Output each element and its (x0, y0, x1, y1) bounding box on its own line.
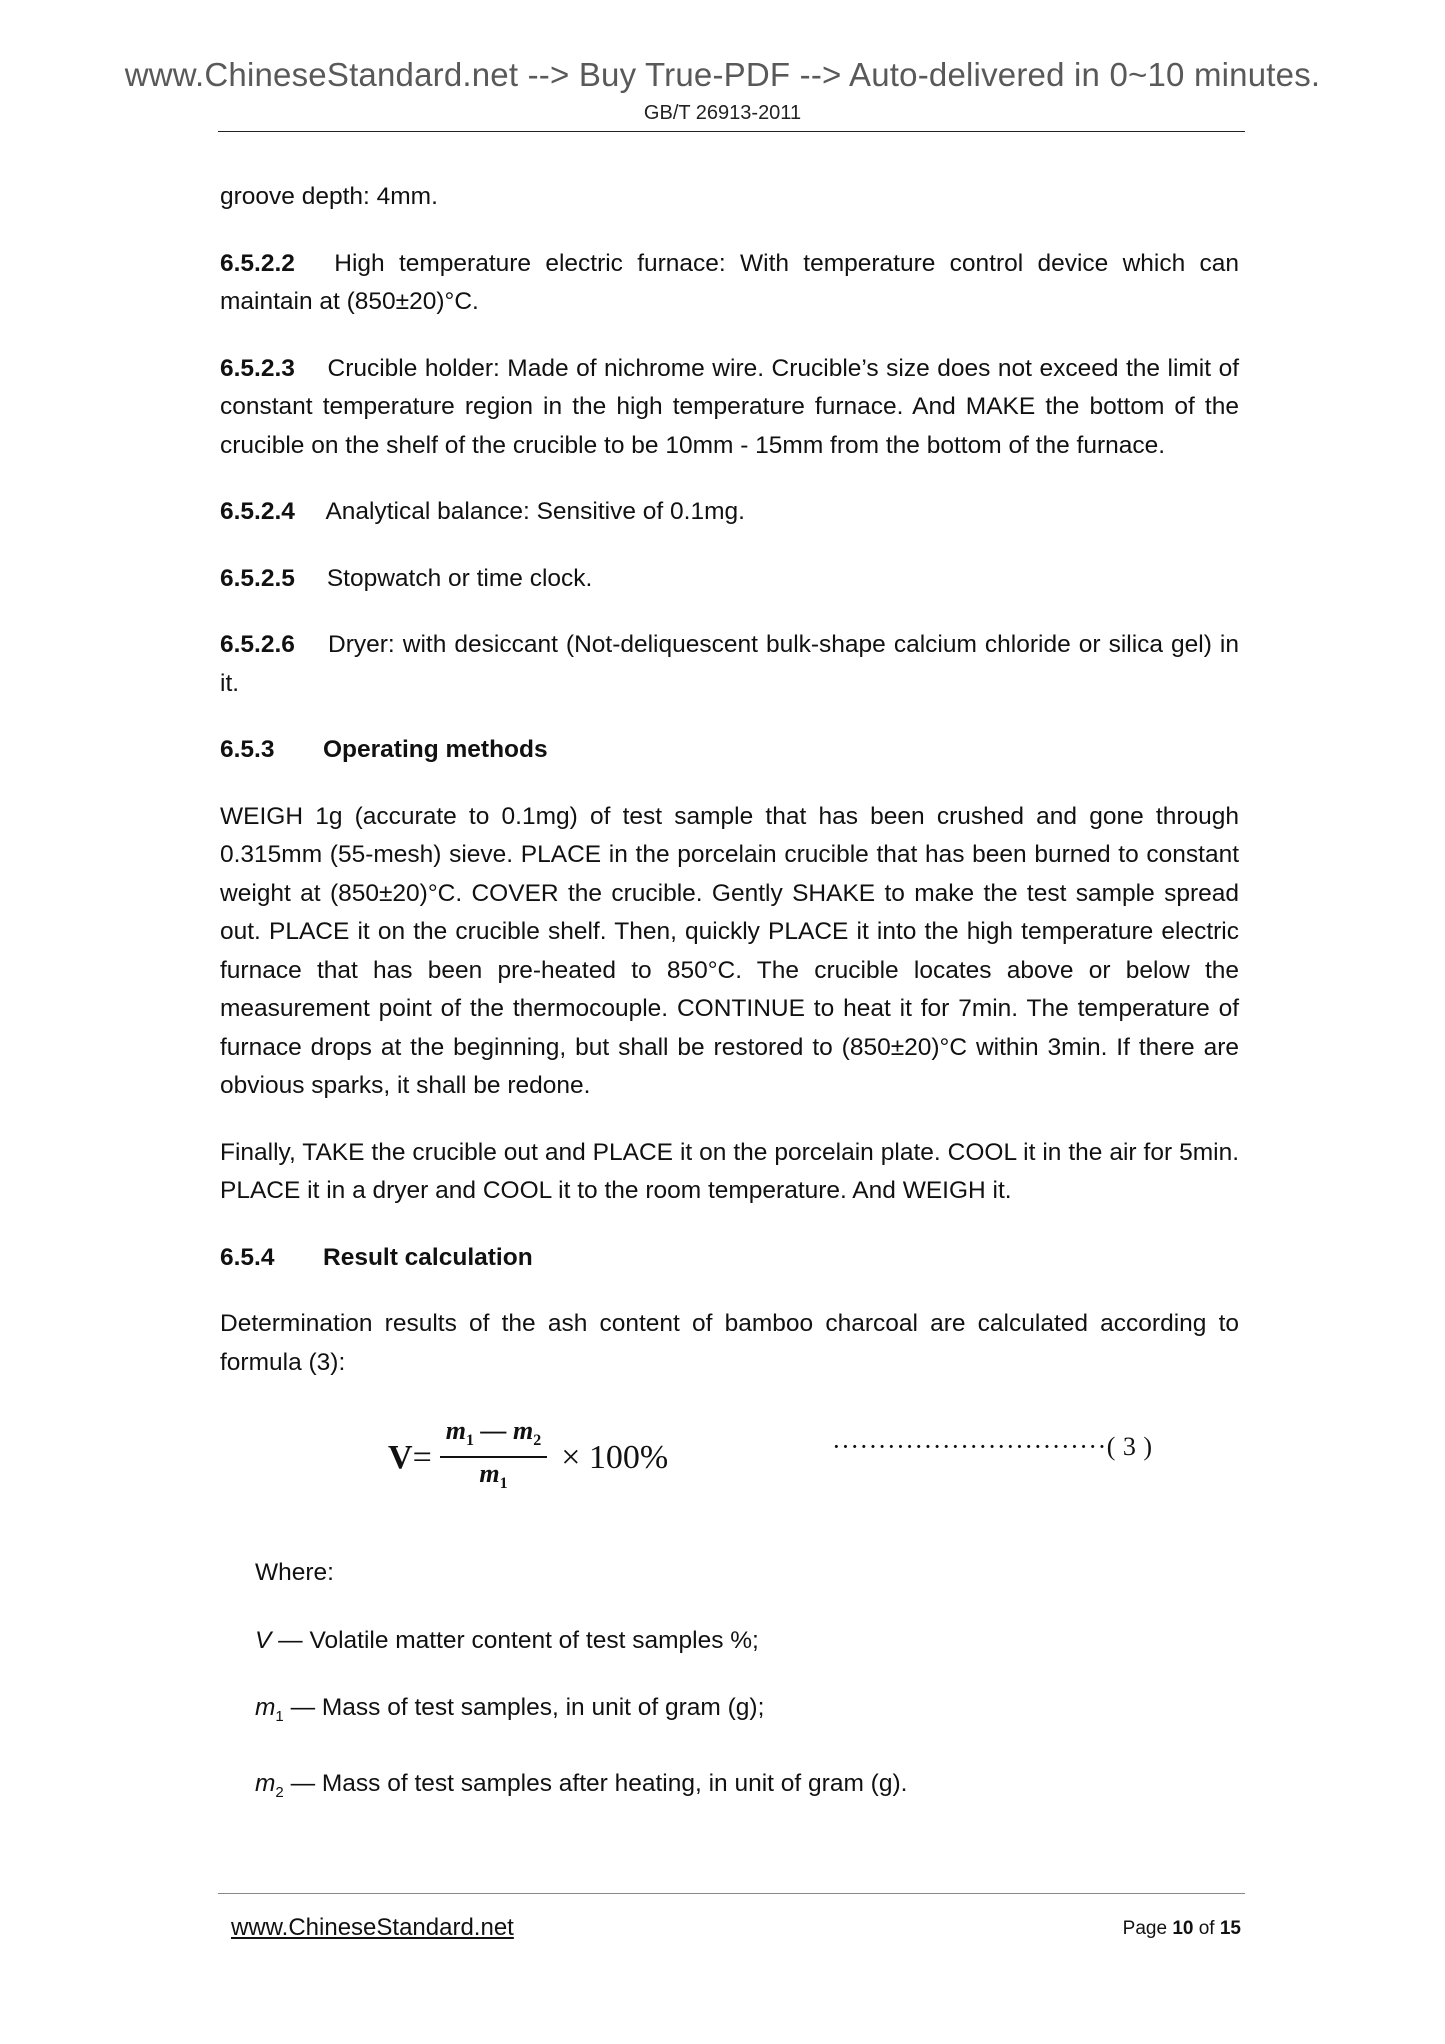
definition-v: — Volatile matter content of test samples %; (271, 1626, 759, 1654)
clause-text: Crucible holder: Made of nichrome wire. Crucible’s size does not exceed the limit of constant temperature region in the high temperature furnace. And MAKE the bottom of the crucible on the shelf of the crucible to be 10mm - 15mm from the bottom of the furnace. (220, 354, 1239, 459)
standard-code: GB/T 26913-2011 (643, 102, 802, 124)
formula-expression (388, 1416, 668, 1500)
numerator-m2-sub: 2 (533, 1432, 542, 1450)
header-rule (218, 131, 1245, 132)
clause-number: 6.5.2.3 (220, 354, 295, 382)
numerator-m1-sub: 1 (465, 1432, 474, 1450)
formula-3 (220, 1410, 1239, 1528)
clause-6-5-2-5 (220, 560, 1239, 599)
section-heading-6-5-4 (220, 1239, 1239, 1278)
formula-denominator (479, 1458, 507, 1500)
where-label: Where: (255, 1559, 334, 1586)
formula-number: ······························( 3 ) (832, 1432, 1153, 1461)
clause-number: 6.5.2.6 (220, 631, 295, 658)
numerator-m1: m (445, 1416, 466, 1445)
where-block (220, 1554, 1239, 1813)
formula-numerator (440, 1416, 547, 1458)
symbol-m2: m (255, 1770, 276, 1798)
footer-site-link[interactable]: www.ChineseStandard.net (231, 1914, 514, 1941)
paragraph-groove-depth: groove depth: 4mm. (220, 183, 438, 210)
clause-number: 6.5.2.5 (220, 564, 295, 592)
section-number: 6.5.4 (220, 1243, 275, 1271)
clause-number: 6.5.2.4 (220, 498, 295, 525)
formula-times-100: × 100% (561, 1438, 669, 1476)
clause-6-5-2-4 (220, 493, 1239, 532)
paragraph-operating-final: Finally, TAKE the crucible out and PLACE it on the porcelain plate. COOL it in the air for 5min. PLACE it in a dryer and COOL it to the room temperature. And WEIGH it. (220, 1138, 1239, 1204)
clause-6-5-2-3 (220, 350, 1239, 466)
denominator-m1-sub: 1 (499, 1475, 508, 1493)
formula-equals: = (412, 1438, 432, 1476)
clause-text: High temperature electric furnace: With temperature control device which can maintain at (850±20)°C. (220, 249, 1239, 315)
clause-number: 6.5.2.2 (220, 249, 295, 277)
numerator-m2: m (512, 1416, 534, 1445)
footer-rule (218, 1893, 1245, 1894)
paragraph-calc-intro: Determination results of the ash content of bamboo charcoal are calculated according to formula (3): (220, 1310, 1239, 1376)
paragraph-operating-method: WEIGH 1g (accurate to 0.1mg) of test sample that has been crushed and gone through 0.315mm (55-mesh) sieve. PLACE in the porcelain crucible that has been burned to constant weight at (850±20)°C. COVER the crucible. Gently SHAKE to make the test sample spread out. PLACE it on the crucible shelf. Then, quickly PLACE it into the high temperature electric furnace that has been pre-heated to 850°C. The crucible locates above or below the measurement point of the thermocouple. CONTINUE to heat it for 7min. The temperature of furnace drops at the beginning, but shall be restored to (850±20)°C within 3min. If there are obvious sparks, it shall be redone. (220, 802, 1239, 1099)
section-title: Operating methods (323, 736, 548, 763)
page-indicator (1123, 1918, 1241, 1940)
page-total: 15 (1219, 1918, 1241, 1939)
section-heading-6-5-3 (220, 731, 1239, 770)
clause-text: Dryer: with desiccant (Not-deliquescent bulk-shape calcium chloride or silica gel) in it. (220, 631, 1240, 697)
where-m2 (255, 1765, 1239, 1812)
symbol-v: V (255, 1626, 272, 1654)
where-m1 (255, 1689, 1239, 1736)
symbol-m2-sub: 2 (275, 1784, 284, 1802)
clause-text: Analytical balance: Sensitive of 0.1mg. (325, 498, 745, 525)
denominator-m1: m (479, 1459, 500, 1489)
definition-m1: — Mass of test samples, in unit of gram (g); (283, 1694, 765, 1721)
formula-fraction (440, 1416, 547, 1500)
section-title: Result calculation (323, 1243, 533, 1271)
top-banner: www.ChineseStandard.net --> Buy True-PDF --> Auto-delivered in 0~10 minutes. (124, 56, 1321, 93)
formula-lhs: V (388, 1438, 413, 1476)
symbol-m1-sub: 1 (275, 1707, 284, 1725)
definition-m2: — Mass of test samples after heating, in unit of gram (g). (283, 1770, 908, 1798)
numerator-minus: — (473, 1416, 513, 1445)
page-of: of (1193, 1918, 1220, 1939)
page-number: 10 (1172, 1918, 1194, 1939)
symbol-m1: m (255, 1694, 276, 1721)
page-prefix: Page (1122, 1918, 1173, 1939)
document-body (220, 178, 1239, 1842)
clause-6-5-2-2 (220, 245, 1239, 322)
clause-6-5-2-6 (220, 626, 1239, 703)
where-v (255, 1622, 1239, 1661)
section-number: 6.5.3 (220, 736, 275, 763)
clause-text: Stopwatch or time clock. (326, 564, 593, 592)
